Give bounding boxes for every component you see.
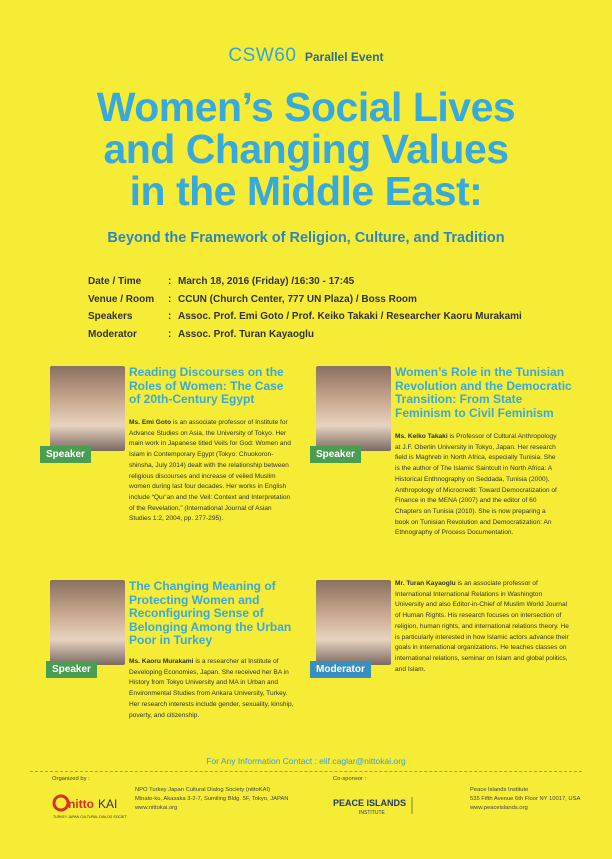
moderator-photo (316, 580, 391, 665)
info-key: Date / Time (88, 276, 142, 287)
subtitle: Beyond the Framework of Religion, Culture, and Tradition (107, 230, 505, 246)
svg-text:KAI: KAI (98, 797, 118, 811)
event-type-label: Parallel Event (304, 50, 384, 64)
info-colon: : (168, 293, 172, 305)
info-key: Moderator (88, 328, 137, 340)
organized-label: Organized by : (52, 776, 90, 782)
speaker-badge: Speaker (310, 446, 361, 463)
speaker-badge: Speaker (40, 446, 91, 463)
info-row-date (88, 273, 522, 291)
title-line: and Changing Values (103, 126, 509, 172)
organizer-name: NPO Turkey Japan Cultural Dialog Society (nittoKAI) (135, 787, 270, 793)
svg-text:TURKEY JAPAN CULTURAL DIALOG S: TURKEY JAPAN CULTURAL DIALOG SOCIETY (53, 815, 127, 819)
cosponsor-address: 535 Fifth Avenue 6th Floor NY 10017, USA (470, 796, 581, 802)
svg-text:nitto: nitto (68, 797, 94, 811)
page-title (0, 86, 612, 212)
info-value: March 18, 2016 (Friday) /16:30 - 17:45 (178, 276, 355, 287)
speaker-bio (395, 432, 560, 539)
contact-line: For Any Information Contact : elif.caglar@nittokai.org (206, 756, 406, 766)
info-colon: : (168, 328, 172, 340)
info-value: Assoc. Prof. Emi Goto / Prof. Keiko Takaki / Researcher Kaoru Murakami (178, 311, 522, 322)
title-line: in the Middle East: (129, 168, 483, 214)
speaker-photo (50, 580, 125, 665)
cosponsor-name: Peace Islands Institute (470, 787, 529, 793)
speaker-bio (129, 418, 294, 525)
event-header (0, 45, 612, 67)
speaker-photo (50, 366, 125, 451)
info-colon: : (168, 311, 172, 322)
svg-text:INSTITUTE: INSTITUTE (359, 810, 385, 816)
info-row-moderator (88, 326, 522, 344)
info-colon: : (168, 276, 172, 287)
speaker-badge: Speaker (46, 661, 97, 678)
nittokai-logo (52, 791, 127, 821)
moderator-bio (395, 579, 570, 675)
moderator-badge: Moderator (310, 661, 371, 678)
speaker-name: Ms. Keiko Takaki (395, 433, 448, 440)
speaker-name: Ms. Emi Goto (129, 419, 172, 426)
svg-text:PEACE ISLANDS: PEACE ISLANDS (333, 798, 407, 808)
speaker-bio (129, 657, 294, 721)
info-value: Assoc. Prof. Turan Kayaoglu (178, 328, 314, 340)
organizer-details (135, 786, 288, 813)
bio-text: is Professor of Cultural Anthropology at J.F. Oberlin University in Tokyo, Japan. Her research field is Maghreb in North Africa, especially Tunisia. She is the author of The Islamic Saintcult in North Africa: A Historical Enthnography on Seddada, Tunisia (2000), Anthropology of Microcredit: Toward Democratization of Finance in the MENA (2007) and the editor of 60 Chapters on Tunisia (2010). She is now preparing a book on Tunisian Revolution and Democratization: An Ethnography of Process Documentation. (395, 433, 557, 537)
speaker-photo (316, 366, 391, 451)
cosponsor-details (470, 786, 580, 813)
cosponsor-label: Co-sponsor : (333, 776, 367, 782)
info-row-speakers (88, 308, 522, 326)
info-key: Venue / Room (88, 293, 155, 305)
organizer-address: Minato-ku, Akasaka 3-2-7, Sumiling Bldg. 5F, Tokyo, JAPAN (135, 796, 289, 802)
cosponsor-website[interactable]: www.peaceislands.org (470, 805, 528, 811)
info-key: Speakers (88, 311, 133, 322)
footer-divider (30, 771, 582, 772)
moderator-name: Mr. Turan Kayaoglu (395, 580, 456, 587)
talk-title: The Changing Meaning of Protecting Women and Reconfiguring Sense of Belonging Among the Urban Poor in Turkey (129, 579, 292, 647)
csw-logo: CSW60 (228, 45, 297, 66)
organizer-website[interactable]: www.nittokai.org (135, 805, 178, 811)
peace-islands-logo (333, 794, 438, 818)
talk-title: Reading Discourses on the Roles of Women: The Case of 20th-Century Egypt (129, 365, 284, 406)
title-line: Women’s Social Lives (96, 84, 516, 130)
speaker-name: Ms. Kaoru Murakami (129, 658, 194, 665)
bio-text: is an associate professor of Institute for Advance Studies on Asia, the University of Tokyo. Her main work in Japanese titled Veils for God: Women and Islam in Contemporary Egypt (Tokyo: Chuokoron-shinsha, July 2014) dealt with the relationship between religious discourses and increase of veiled Muslim women during last four decades. Her works in English include “Qur’an and the Veil: Context and Interpretation of the Revelation,” (International Journal of Asian Studies 1:2, 2004, pp. 277-295). (129, 419, 291, 523)
info-value: CCUN (Church Center, 777 UN Plaza) / Boss Room (178, 293, 417, 305)
bio-text: is a researcher at Institute of Developing Economies, Japan. She received her BA in History from Tokyo University and MA in Urban and Environmental Studies from Ankara University, Turkey. Her research interests include gender, sexuality, kinship, poverty, and citizenship. (129, 658, 294, 719)
bio-text: is an associate professor of International International Relations in Washington University and also Editor-in-Chief of Muslim World Journal of Human Rights. His research focuses on intersection of religion, human rights, and international relations theory. He is particularly interested in how Islamic actors advance their goals in international organizations. He teaches classes on international relations, seminar on Islam and global politics, and Islam. (395, 580, 569, 673)
talk-title: Women’s Role in the Tunisian Revolution and the Democratic Transition: From State Feminism to Civil Feminism (395, 365, 572, 420)
event-info (88, 273, 522, 343)
info-row-venue (88, 291, 522, 309)
